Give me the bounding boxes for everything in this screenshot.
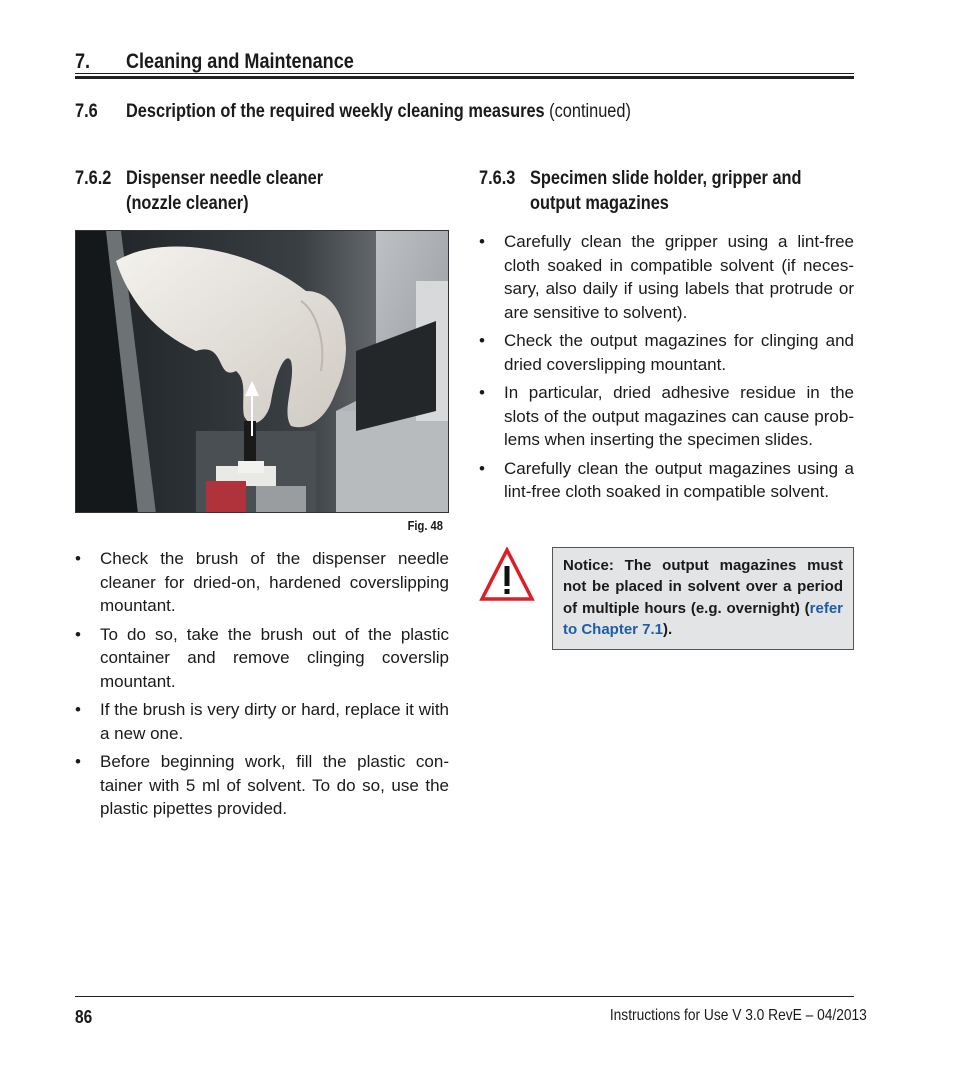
list-item-text: Carefully clean the gripper using a lint-free cloth soaked in compatible solvent (if neces-sary, also daily if using labels that protrude or are sensitive to solvent). [504, 232, 854, 322]
subsection-title-right-line2: output magazines [530, 193, 669, 214]
header-rule [75, 73, 854, 79]
document-info-text: Instructions for Use V 3.0 RevE – 04/2013 [609, 1007, 867, 1024]
chapter-7-1-link[interactable]: refer to Chapter 7.1 [563, 599, 843, 638]
gloved-hand-illustration [76, 231, 449, 513]
section-title-bold: Description of the required weekly cleaning measures [126, 101, 545, 122]
subsection-title-left-line2: (nozzle cleaner) [126, 193, 249, 214]
subsection-number-right: 7.6.3 [479, 168, 516, 189]
bullet-dot: • [479, 383, 485, 402]
list-item-text: Check the output magazines for clinging and dried coverslipping mountant. [504, 331, 854, 374]
list-item [75, 698, 449, 745]
section-number: 7.6 [75, 101, 98, 122]
section-title-suffix: (continued) [544, 101, 631, 122]
subsection-title-left-line1: Dispenser needle cleaner [126, 168, 324, 189]
list-item-text: To do so, take the brush out of the plastic container and remove clinging coverslip mountant. [100, 624, 449, 691]
list-item [479, 230, 854, 324]
figure-48-photo [75, 230, 449, 513]
subsection-number-left: 7.6.2 [75, 168, 112, 189]
bullet-dot: • [75, 752, 81, 771]
list-item [75, 547, 449, 618]
section-title [126, 101, 631, 123]
bullet-dot: • [75, 700, 81, 719]
list-item-text: In particular, dried adhesive residue in the slots of the output magazines can cause prob-lems when inserting the specimen slides. [504, 383, 854, 449]
notice-text: Notice: The output magazines must not be placed in solvent over a period of multiple hours (e.g. overnight) ( [563, 557, 843, 617]
chapter-title: Cleaning and Maintenance [126, 50, 354, 73]
notice-text-end: ). [663, 620, 673, 638]
list-item [479, 381, 854, 452]
list-item-text: Before beginning work, fill the plastic con-tainer with 5 ml of solvent. To do so, use the plastic pipettes provided. [100, 752, 449, 818]
page-number: 86 [75, 1007, 93, 1027]
list-item [75, 750, 449, 821]
bullet-dot: • [75, 624, 81, 644]
bullet-dot: • [479, 232, 485, 251]
list-item [75, 623, 449, 694]
subsection-title-right-line1: Specimen slide holder, gripper and [530, 168, 802, 189]
document-info [568, 1007, 867, 1025]
subsection-title-left [126, 166, 323, 216]
notice-box [552, 547, 854, 650]
figure-caption: Fig. 48 [407, 518, 443, 533]
list-item-text: If the brush is very dirty or hard, replace it with a new one. [100, 700, 449, 743]
chapter-number: 7. [75, 50, 91, 73]
list-item-text: Carefully clean the output magazines using a lint-free cloth soaked in compatible solvent. [504, 458, 854, 501]
bullet-list-left [75, 547, 449, 826]
subsection-title-right [530, 166, 802, 216]
list-item [479, 457, 854, 504]
warning-triangle-icon [479, 547, 535, 603]
bullet-dot: • [479, 331, 485, 350]
list-item [479, 329, 854, 376]
bullet-list-right [479, 230, 854, 509]
bullet-dot: • [479, 458, 485, 478]
footer-rule [75, 996, 854, 997]
list-item-text: Check the brush of the dispenser needle cleaner for dried-on, hardened coverslipping mountant. [100, 549, 449, 615]
bullet-dot: • [75, 549, 81, 568]
